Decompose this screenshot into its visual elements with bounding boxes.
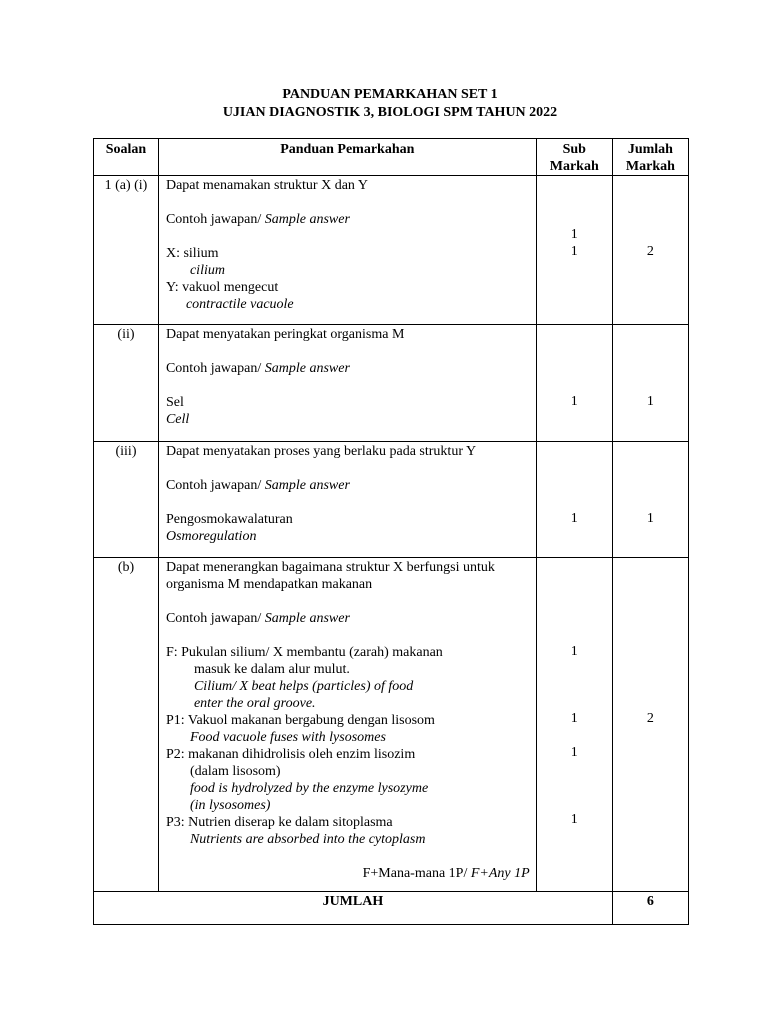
question-number: 1 (a) (i) bbox=[94, 176, 159, 325]
total-mark-cell bbox=[612, 325, 688, 442]
answer-line: (in lysosomes) bbox=[189, 798, 271, 813]
sample-answer-label: Contoh jawapan/ Sample answer bbox=[165, 212, 350, 227]
document-title bbox=[0, 86, 768, 122]
answer-line: enter the oral groove. bbox=[193, 696, 316, 711]
sub-mark-cell bbox=[536, 442, 612, 558]
sample-answer-label: Contoh jawapan/ Sample answer bbox=[165, 361, 350, 376]
header-soalan: Soalan bbox=[94, 139, 159, 176]
sub-mark: 1 bbox=[570, 394, 578, 409]
answer-line: Osmoregulation bbox=[165, 529, 257, 544]
sub-mark-cell bbox=[536, 558, 612, 892]
sub-mark: 1 bbox=[570, 644, 578, 659]
header-jumlah-line1: Jumlah bbox=[627, 142, 673, 157]
criterion: Dapat menamakan struktur X dan Y bbox=[165, 178, 368, 193]
question-number: (iii) bbox=[94, 442, 159, 558]
answer-line: Cilium/ X beat helps (particles) of food bbox=[193, 679, 414, 694]
title-line-1: PANDUAN PEMARKAHAN SET 1 bbox=[282, 87, 498, 102]
total-mark-cell bbox=[612, 176, 688, 325]
answer-line: cilium bbox=[189, 263, 225, 278]
answer-line: Cell bbox=[165, 412, 190, 427]
sub-mark-cell bbox=[536, 176, 612, 325]
sub-mark: 1 bbox=[570, 711, 578, 726]
sub-mark: 1 bbox=[570, 227, 578, 242]
table-row bbox=[94, 558, 689, 892]
answer-line: (dalam lisosom) bbox=[189, 764, 281, 779]
total-mark: 2 bbox=[646, 711, 654, 726]
answer-line: food is hydrolyzed by the enzyme lysozyme bbox=[189, 781, 429, 796]
answer-line: P2: makanan dihidrolisis oleh enzim lisozim bbox=[165, 747, 416, 762]
header-sub-markah bbox=[536, 139, 612, 176]
table-row bbox=[94, 325, 689, 442]
answer-line: X: silium bbox=[165, 246, 219, 261]
total-mark-cell bbox=[612, 558, 688, 892]
marking-table bbox=[93, 138, 689, 925]
marking-guide-cell bbox=[158, 558, 536, 892]
sample-answer-label: Contoh jawapan/ Sample answer bbox=[165, 611, 350, 626]
total-label: JUMLAH bbox=[94, 892, 613, 925]
marking-guide-cell bbox=[158, 325, 536, 442]
answer-line: Sel bbox=[165, 395, 184, 410]
answer-line: Pengosmokawalaturan bbox=[165, 512, 293, 527]
answer-line: P1: Vakuol makanan bergabung dengan lisosom bbox=[165, 713, 435, 728]
header-panduan: Panduan Pemarkahan bbox=[158, 139, 536, 176]
criterion: Dapat menerangkan bagaimana struktur X berfungsi untuk bbox=[165, 560, 495, 575]
answer-line: Food vacuole fuses with lysosomes bbox=[189, 730, 386, 745]
criterion: organisma M mendapatkan makanan bbox=[165, 577, 373, 592]
scoring-rule: F+Mana-mana 1P/ F+Any 1P bbox=[362, 866, 530, 881]
answer-line: Nutrients are absorbed into the cytoplasm bbox=[189, 832, 426, 847]
sub-mark-cell bbox=[536, 325, 612, 442]
title-line-2: UJIAN DIAGNOSTIK 3, BIOLOGI SPM TAHUN 2022 bbox=[222, 105, 558, 120]
answer-line: Y: vakuol mengecut bbox=[165, 280, 279, 295]
grand-total: 6 bbox=[612, 892, 688, 925]
sub-mark: 1 bbox=[570, 745, 578, 760]
table-row bbox=[94, 176, 689, 325]
marking-guide-cell bbox=[158, 442, 536, 558]
sub-mark: 1 bbox=[570, 511, 578, 526]
header-sub-line1: Sub bbox=[562, 142, 586, 157]
header-sub-line2: Markah bbox=[549, 159, 599, 174]
total-mark: 2 bbox=[646, 244, 654, 259]
marking-guide-cell bbox=[158, 176, 536, 325]
total-mark-cell bbox=[612, 442, 688, 558]
table-row bbox=[94, 442, 689, 558]
criterion: Dapat menyatakan peringkat organisma M bbox=[165, 327, 405, 342]
question-number: (ii) bbox=[94, 325, 159, 442]
header-jumlah-markah bbox=[612, 139, 688, 176]
total-mark: 1 bbox=[646, 511, 654, 526]
sample-answer-label: Contoh jawapan/ Sample answer bbox=[165, 478, 350, 493]
answer-line: P3: Nutrien diserap ke dalam sitoplasma bbox=[165, 815, 393, 830]
table-header-row bbox=[94, 139, 689, 176]
header-jumlah-line2: Markah bbox=[625, 159, 675, 174]
answer-line: contractile vacuole bbox=[185, 297, 294, 312]
criterion: Dapat menyatakan proses yang berlaku pada struktur Y bbox=[165, 444, 477, 459]
sub-mark: 1 bbox=[570, 812, 578, 827]
total-mark: 1 bbox=[646, 394, 654, 409]
total-row bbox=[94, 892, 689, 925]
sub-mark: 1 bbox=[570, 244, 578, 259]
question-number: (b) bbox=[94, 558, 159, 892]
answer-line: masuk ke dalam alur mulut. bbox=[193, 662, 350, 677]
answer-line: F: Pukulan silium/ X membantu (zarah) makanan bbox=[165, 645, 443, 660]
